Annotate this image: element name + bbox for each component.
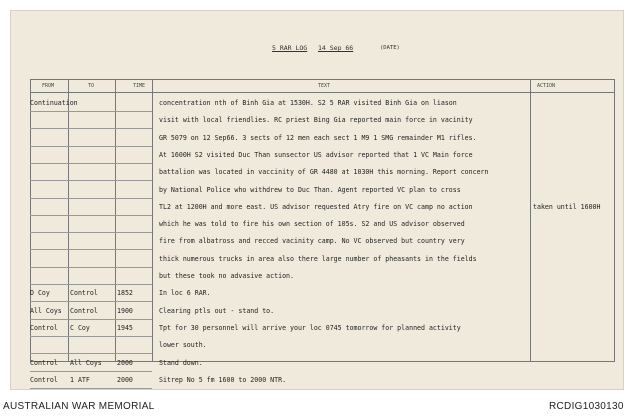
- row-divider: [30, 128, 152, 129]
- grid-column-divider: [614, 79, 615, 362]
- column-header-action: ACTION: [537, 83, 556, 89]
- entry-time: 1945: [117, 324, 133, 332]
- entry-text: lower south.: [159, 341, 207, 349]
- row-divider: [30, 198, 152, 199]
- row-divider: [30, 232, 152, 233]
- entry-to: Control: [70, 307, 98, 315]
- row-divider: [30, 180, 152, 181]
- entry-text: which he was told to fire his own section of 105s. S2 and US advisor observed: [159, 220, 465, 228]
- row-divider: [30, 388, 152, 389]
- entry-to: 1 ATF: [70, 376, 90, 384]
- entry-from: All Coys: [30, 307, 62, 315]
- header-date-label: (DATE): [380, 45, 400, 51]
- row-divider: [30, 215, 152, 216]
- column-header-from: FROM: [42, 83, 55, 89]
- grid-column-divider: [152, 79, 153, 362]
- row-divider: [30, 336, 152, 337]
- entry-time: 2000: [117, 376, 133, 384]
- grid-header-line: [30, 92, 615, 93]
- entry-text: by National Police who withdrew to Duc Than. Agent reported VC plan to cross: [159, 186, 461, 194]
- entry-from: Control: [30, 359, 58, 367]
- entry-text: thick numerous trucks in area also there large number of pheasants in the fields: [159, 255, 477, 263]
- footer-archive: AUSTRALIAN WAR MEMORIAL: [3, 401, 155, 412]
- footer-reference: RCDIG1030130: [549, 401, 624, 412]
- entry-text: In loc 6 RAR.: [159, 289, 211, 297]
- header-unit: 5 RAR LOG: [272, 44, 308, 52]
- row-divider: [30, 111, 152, 112]
- column-header-text: TEXT: [318, 83, 331, 89]
- entry-text: At 1600H S2 visited Duc Than sunsector US advisor reported that 1 VC Main force: [159, 151, 473, 159]
- row-divider: [30, 146, 152, 147]
- header-date: 14 Sep 66: [318, 44, 354, 52]
- entry-from: D Coy: [30, 289, 50, 297]
- entry-to: All Coys: [70, 359, 102, 367]
- grid-column-divider: [530, 79, 531, 362]
- row-divider: [30, 267, 152, 268]
- entry-to: Control: [70, 289, 98, 297]
- entry-from: Control: [30, 376, 58, 384]
- entry-from: Continuation: [30, 99, 78, 107]
- row-divider: [30, 353, 152, 354]
- row-divider: [30, 301, 152, 302]
- grid-top-line: [30, 79, 615, 80]
- entry-text: but these took no advasive action.: [159, 272, 294, 280]
- entry-action: taken until 1600H: [533, 203, 601, 211]
- entry-from: Control: [30, 324, 58, 332]
- entry-text: TL2 at 1200H and more east. US advisor requested Atry fire on VC camp no action: [159, 203, 473, 211]
- column-header-time: TIME: [133, 83, 146, 89]
- entry-time: 2000: [117, 359, 133, 367]
- entry-text: Stand down.: [159, 359, 203, 367]
- row-divider: [30, 163, 152, 164]
- entry-text: GR 5079 on 12 Sep66. 3 sects of 12 men each sect 1 M9 1 SMG remainder M1 rifles.: [159, 134, 477, 142]
- entry-text: visit with local friendlies. RC priest Bing Gia reported main force in vacinity: [159, 116, 473, 124]
- entry-time: 1852: [117, 289, 133, 297]
- column-header-to: TO: [88, 83, 95, 89]
- entry-time: 1900: [117, 307, 133, 315]
- row-divider: [30, 249, 152, 250]
- entry-text: Sitrep No 5 fm 1600 to 2000 NTR.: [159, 376, 287, 384]
- entry-text: Tpt for 30 personnel will arrive your loc 0745 tomorrow for planned activity: [159, 324, 461, 332]
- entry-text: fire from albatross and recced vacinity camp. No VC observed but country very: [159, 237, 465, 245]
- entry-text: battalion was located in vaccinity of GR 4480 at 1030H this morning. Report concern: [159, 168, 489, 176]
- entry-text: Clearing ptls out - stand to.: [159, 307, 275, 315]
- entry-text: concentration nth of Binh Gia at 1530H. S2 5 RAR visited Binh Gia on liason: [159, 99, 457, 107]
- entry-to: C Coy: [70, 324, 90, 332]
